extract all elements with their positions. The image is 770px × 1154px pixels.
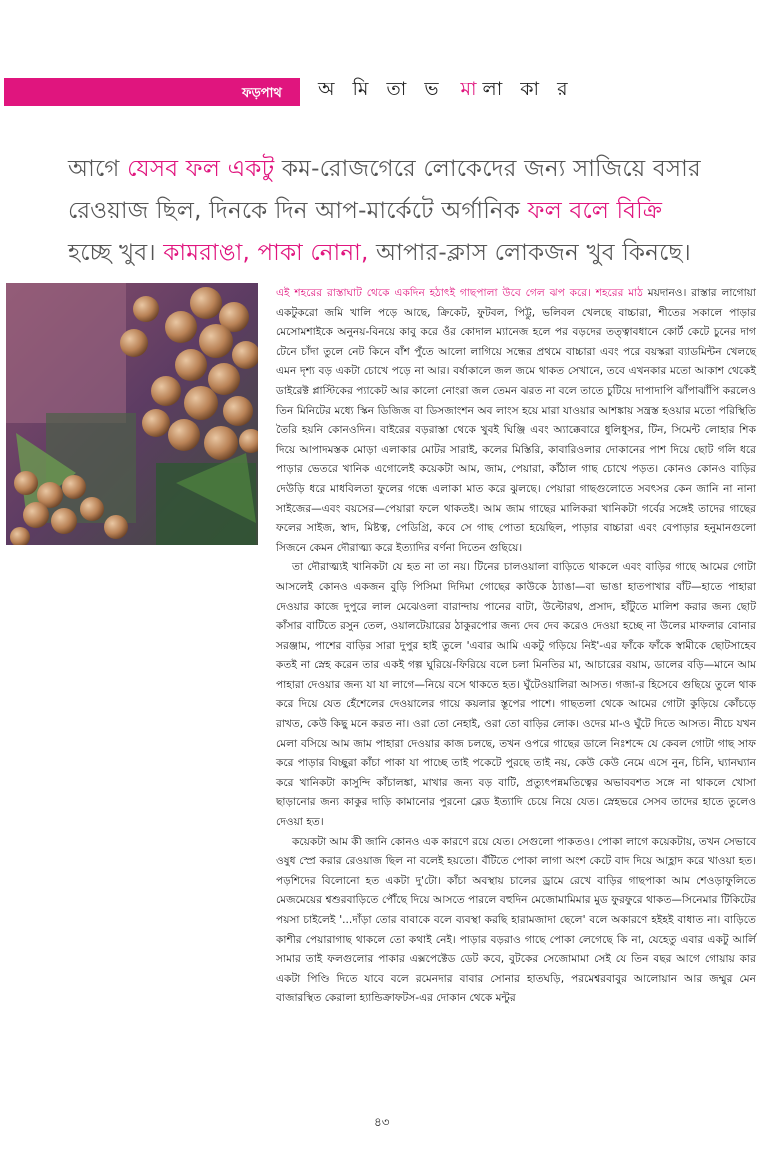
- pull-quote-highlight: কামরাঙা, পাকা নোনা,: [163, 240, 369, 266]
- article-lede: এই শহরের রাস্তাঘাট থেকে একদিন হঠাৎই গাছপালা উবে গেল ঝপ করে। শহরের মাঠ: [276, 287, 643, 299]
- pull-quote-highlight: যেসব ফল একটু: [127, 156, 275, 182]
- pull-quote-text: আগে: [68, 156, 128, 182]
- pull-quote-text: কম-রোজগেরে লোকেদের জন্য সাজিয়ে বসার রেওয়াজ ছিল, দিনকে দিন আপ-মার্কেটে অর্গানিক: [68, 156, 701, 224]
- fruit-photo: [6, 283, 258, 545]
- fruit-photo-icon: [6, 283, 258, 545]
- article-paragraph: তা দৌরাত্ম্যই খানিকটা যে হত না তা নয়। টিনের চালওয়ালা বাড়িতে থাকলে এবং বাড়ির গাছে আমের গোটা আসলেই কোনও একজন বুড়ি পিসিমা দিদিমা গোছের কাউকে ঠ্যাঙা—বা ভাঙা হাতপাখার বাঁট—হাতে পাহারা দেওয়ার কাজে দুপুরে লাল মেঝেওলা বারান্দায় পানের বাটা, উল্টোরথ, প্রসাদ, হাঁটুতে মালিশ করার জন্য ছোট কাঁসার বাটিতে রসুন তেল, ওয়ালটেয়ারের ঠাকুরপোর জন্য দেব দেব করেও দেওয়া হচ্ছে না উলের মাফলার বোনার সরঞ্জাম, পাশের বাড়ির সারা দুপুর হাই তুলে 'এবার আমি একটু গড়িয়ে নিই'-এর ফাঁকে ফাঁকে স্বামীকে ছোটসাহেব কতই না স্নেহ করেন তার একই গল্প ঘুরিয়ে-ফিরিয়ে বলে চলা মিনতির মা, আচারের বয়াম, ডালের বড়ি—মানে আম পাহারা দেওয়ার জন্য যা যা লাগে—নিয়ে বসে থাকতে হত। ঘুঁটেওয়ালিরা আসত। গজা-র হিসেবে গুছিয়ে তুলে থাক করে দিয়ে যেত হেঁশেলের দেওয়ালের গায়ে কয়লার স্তূপের পাশে। গাছতলা থেকে আমের গোটা কুড়িয়ে কোঁচড়ে রাখত, কেউ কিছু মনে করত না। ওরা তো নেহাই, ওরা তো বাড়ির লোক। ওদের মা-ও ঘুঁটে দিতে আসত। নীচে যখন মেলা বসিয়ে আম জাম পাহারা দেওয়ার কাজ চলছে, তখন ওপরে গাছের ডালে নিঃশব্দে যে কেবল গোটা গাছ সাফ করে পাড়ার বিচ্ছুরা কাঁচা পাকা যা পাচ্ছে তাই পকেটে পুরছে তাই নয়, কেউ কেউ নেমে এসে নুন, চিনি, ঘ্যানঘ্যান করে খানিকটা কাসুন্দি কাঁচালঙ্কা, মাখার জন্য বড় বাটি, প্রত্যুৎপন্নমতিত্বের অভাববশত সঙ্গে না থাকলে খোসা ছাড়ানোর জন্য কাকুর দাড়ি কামানোর পুরনো ব্লেড ইত্যাদি চেয়ে নিয়ে যেত। স্নেহভরে সেসব তাদের হাতে তুলেও দেওয়া হত।: [276, 561, 756, 829]
- pull-quote: [68, 148, 708, 274]
- author-name-part: অ মি তা ভ: [318, 78, 445, 100]
- section-label: ফড়পাথ: [242, 86, 282, 101]
- article-paragraph: কয়েকটা আম কী জানি কোনও এক কারণে রয়ে যেত। সেগুলো পাকতও। পোকা লাগে কয়েকটায়, তখন সেভাবে ওষুধ স্প্রে করার রেওয়াজ ছিল না বলেই হয়তো। বঁটিতে পোকা লাগা অংশ কেটে বাদ দিয়ে আহ্লাদ করে খাওয়া হত। পড়শিদের বিলোনো হত একটা দু'টো। কাঁচা অবস্থায় চালের ড্রামে রেখে বাড়ির গাছপাকা আম শেওড়াফুলিতে মেজমেয়ের শ্বশুরবাড়িতে পৌঁছে দিয়ে আসতে পারলে বহুদিন মেজোমামিমার মুড ফুরফুরে থাকত—সিনেমার টিকিটের পয়সা চাইলেই '...দাঁড়া তোর বাবাকে বলে ব্যবস্থা করছি হারামজাদা ছেলে' বলে অকারণে হইহই বাধাত না। বাড়িতে কাশীর পেয়ারাগাছ থাকলে তো কথাই নেই। পাড়ার বড়রাও গাছে পোকা লেগেছে কি না, যেহেতু এবার একটু আর্লি সামার তাই ফলগুলোর পাকার এক্সপেক্টেড ডেট কবে, বুটকের সেজোমামা সেই যে তিন বছর আগে গোয়ায় কার একটা পিণ্ডি দিতে যাবে বলে রমেনদার বাবার সোনার হাতঘড়ি, পরমেশ্বরবাবুর আলোয়ান আর জম্মুর মেন বাজারস্থিত কেরালা হ্যান্ডিক্রাফটস-এর দোকান থেকে মন্টুর: [276, 835, 756, 1005]
- author-name-highlight: মা: [460, 78, 483, 100]
- pull-quote-text: আপার-ক্লাস লোকজন খুব কিনছে।: [368, 240, 691, 266]
- article-paragraph: [276, 284, 756, 558]
- article-paragraph-text: ময়দানও। রাস্তার লাগোয়া একটুকরো জমি খালি পড়ে আছে, ক্রিকেট, ফুটবল, পিট্টু, ভলিবল খেলছে বাচ্চারা, শীতের সকালে পাড়ার মেসোমশাইকে অনুনয়-বিনয়ে কাবু করে ওঁর কোদাল ম্যানেজ হলে পর বড়দের তত্ত্বাবধানে কোর্ট কেটে চুনের দাগ টেনে চাঁদা তুলে নেট কিনে বাঁশ পুঁতে আলো লাগিয়ে সন্ধের প্রথমে বাচ্চারা এবং পরে বয়স্করা ব্যাডমিন্টন খেলছে এমন দৃশ্য বড় একটা চোখে পড়ে না আর। বর্ষাকালে জল জমে থাকত সেখানে, তবে এখনকার মতো আকাশ থেকেই ডাইরেক্ট প্লাস্টিকের প্যাকেট আর কালো নোংরা জল তেমন ঝরত না বলে তাতে চুটিয়ে দাপাদাপি ঝাঁপাঝাঁপি করলেও তিন মিনিটের মধ্যে স্কিন ডিজিজ বা ডিসজাংশন অব লাংস হয়ে মারা যাওয়ার আশঙ্কায় সন্ত্রস্ত হওয়ার মতো পরিস্থিতি তৈরি হয়নি কোনওদিন। বাইরের বড়রাস্তা থেকে খুবই ঘিঞ্জি এবং অ্যাক্কেবারে ধুলিধুসর, টিন, সিমেন্ট লোহার শিক দিয়ে আপাদমস্তক মোড়া এলাকার মোটর সারাই, কলের মিস্তিরি, কাবারিওলার দোকানের পাশ দিয়ে ছোট গলি ধরে পাড়ার ভেতরে খানিক এগোলেই কয়েকটা আম, জাম, পেয়ারা, কাঁঠাল গাছ চোখে পড়ত। কোনও কোনও বাড়ির দেউড়ি ধরে মাধবিলতা ফুলের গন্ধে এলাকা মাত করে ঝুলছে। পেয়ারা গাছগুলোতে সবৎসর কেন জানি না নানা সাইজের—এবং বয়সের—পেয়ারা ফলে থাকতই। আম জাম গাছের মালিকরা খানিকটা গর্বের সঙ্গেই তাদের গাছের ফলের সাইজ, স্বাদ, মিষ্টত্ব, পেডিগ্রি, কবে সে গাছ পোতা হয়েছিল, পাড়ার বাচ্চারা এবং বেপাড়ার হনুমানগুলো সিজনে কেমন দৌরাত্ম্য করে ইত্যাদির বর্ণনা দিতেন গুছিয়ে।: [276, 287, 756, 554]
- article-body: [276, 284, 756, 1009]
- pull-quote-text: হচ্ছে খুব।: [68, 240, 164, 266]
- author-name-part: লা কা র: [482, 78, 574, 100]
- pull-quote-highlight: ফল বলে বিক্রি: [527, 198, 663, 224]
- author-name: [318, 75, 574, 107]
- page-number: ৪৩: [374, 1115, 390, 1129]
